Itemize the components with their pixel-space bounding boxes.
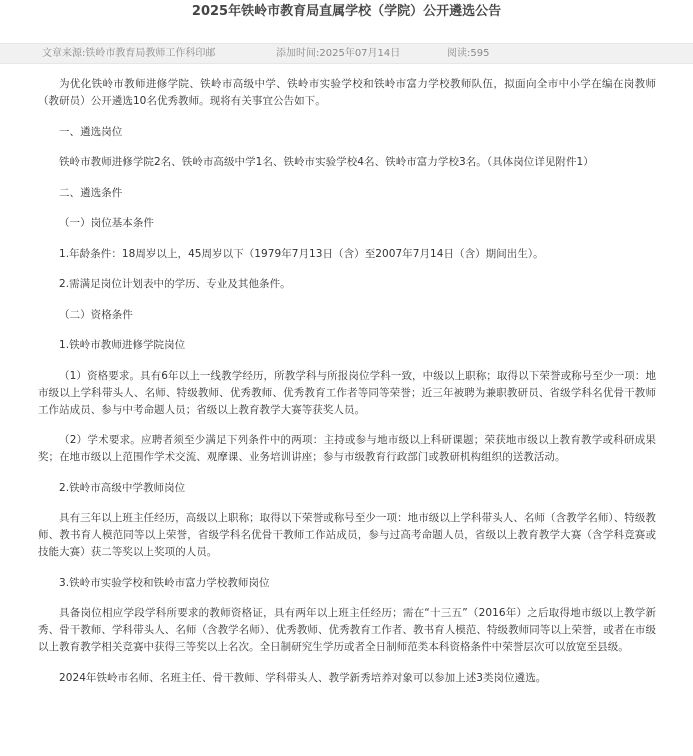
article-date: 添加时间:2025年07月14日 xyxy=(276,48,401,59)
age-condition-paragraph: 1.年龄条件：18周岁以上，45周岁以下（1979年7月13日（含）至2007年7月14日（含）期间出生）。 xyxy=(59,247,544,260)
subsection-heading-qualification: （二）资格条件 xyxy=(59,308,133,321)
institute-qualification-paragraph: （1）资格要求。具有6年以上一线教学经历，所教学科与所报岗位学科一致，中级以上职称；取得以下荣誉或称号至少一项：地市级以上学科带头人、名师、特级教师、优秀教师、优秀教育工作者等同等荣誉；近三年被聘为兼职教研员、省级学科名优骨干教师工作站成员、参与中考命题人员；省级以上教育教学大赛等获奖人员。 xyxy=(38,369,656,416)
article-source: 文章来源:铁岭市教育局教师工作科印邮 xyxy=(42,48,216,59)
high-school-paragraph: 具有三年以上班主任经历，高级以上职称；取得以下荣誉或称号至少一项：地市级以上学科带头人、名师（含教学名师）、特级教师、教书育人模范同等以上荣誉，省级学科名优骨干教师工作站成员，参与过高考命题人员，省级以上教育教学大赛（含学科竞赛或技能大赛）获二等奖以上奖项的人员。 xyxy=(38,512,656,558)
article-views: 阅读:595 xyxy=(447,48,490,59)
education-condition-paragraph: 2.需满足岗位计划表中的学历、专业及其他条件。 xyxy=(59,278,291,290)
article-title: 2025年铁岭市教育局直属学校（学院）公开遴选公告 xyxy=(191,4,502,19)
institute-academic-paragraph: （2）学术要求。应聘者须至少满足下列条件中的两项：主持或参与地市级以上科研课题；荣获地市级以上教育教学或科研成果奖；在地市级以上范围作学术交流、观摩课、业务培训讲座；参与市级教育行政部门或教研机构组织的送教活动。 xyxy=(38,434,656,463)
article-body xyxy=(38,76,656,700)
eligibility-note-paragraph: 2024年铁岭市名师、名班主任、骨干教师、学科带头人、教学新秀培养对象可以参加上述3类岗位遴选。 xyxy=(59,671,547,684)
item-heading-experimental-fuli: 3.铁岭市实验学校和铁岭市富力学校教师岗位 xyxy=(59,576,270,589)
item-heading-high-school: 2.铁岭市高级中学教师岗位 xyxy=(59,481,186,494)
subsection-heading-basic: （一）岗位基本条件 xyxy=(59,217,154,229)
section-heading-conditions: 二、遴选条件 xyxy=(59,186,123,199)
item-heading-institute: 1.铁岭市教师进修学院岗位 xyxy=(59,339,186,351)
article-meta-bar xyxy=(0,43,693,64)
intro-paragraph: 为优化铁岭市教师进修学院、铁岭市高级中学、铁岭市实验学校和铁岭市富力学校教师队伍，拟面向全市中小学在编在岗教师（教研员）公开遴选10名优秀教师。现将有关事宜公告如下。 xyxy=(38,78,656,107)
section-heading-positions: 一、遴选岗位 xyxy=(59,125,123,138)
experimental-fuli-paragraph: 具备岗位相应学段学科所要求的教师资格证，具有两年以上班主任经历；需在“十三五”（2016年）之后取得地市级以上教学新秀、骨干教师、学科带头人、名师（含教学名师）、优秀教师、优秀教育工作者、教书育人模范、特级教师同等以上荣誉，或者在市级以上教育教学相关竞赛中获得三等奖以上名次。全日制研究生学历或者全日制师范类本科资格条件中荣誉层次可以放宽至县级。 xyxy=(38,607,656,653)
positions-paragraph: 铁岭市教师进修学院2名、铁岭市高级中学1名、铁岭市实验学校4名、铁岭市富力学校3名。（具体岗位详见附件1） xyxy=(59,156,594,168)
